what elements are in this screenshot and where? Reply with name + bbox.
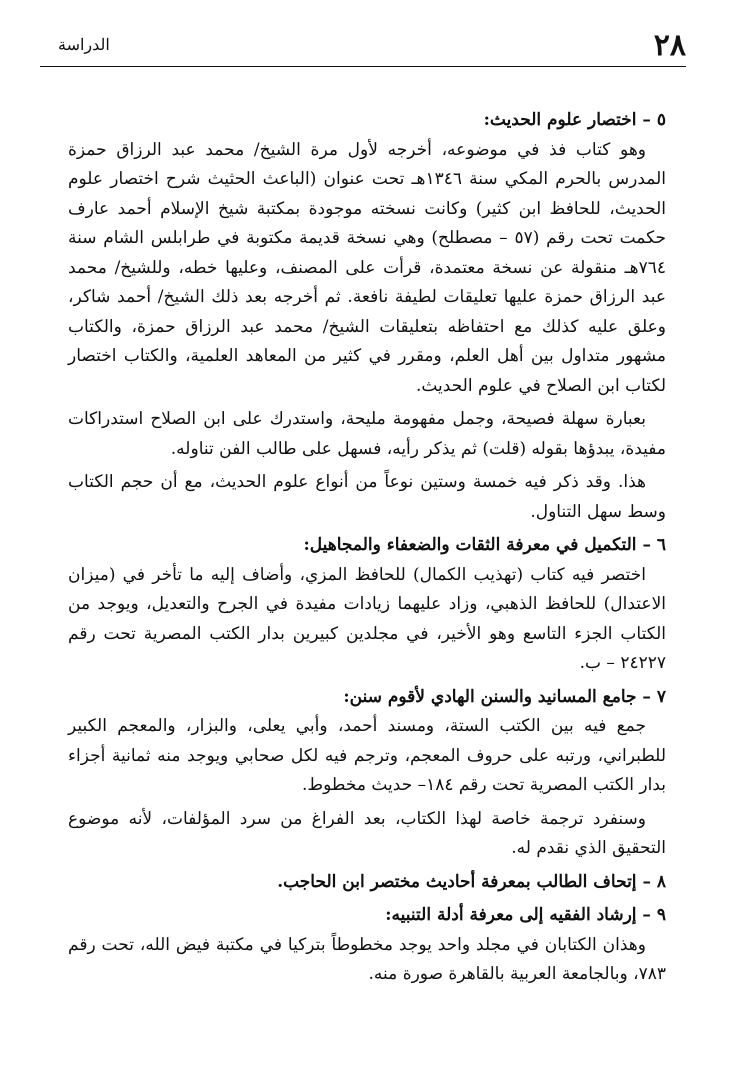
item-6-paragraph: اختصر فيه كتاب (تهذيب الكمال) للحافظ المزي، وأضاف إليه ما تأخر في (ميزان الاعتدال) للحافظ الذهبي، وزاد عليهما زيادات مفيدة في الجرح والتعديل، ويوجد من الكتاب الجزء التاسع وهو الأخير، في مجلدين كبيرين بدار الكتب المصرية تحت رقم ٢٤٢٢٧ – ب.: [68, 564, 666, 673]
item-9-heading: ٩ – إرشاد الفقيه إلى معرفة أدلة التنبيه:: [385, 905, 666, 925]
item-8-heading: ٨ – إتحاف الطالب بمعرفة أحاديث مختصر ابن الحاجب.: [277, 871, 666, 892]
item-5-heading: ٥ – اختصار علوم الحديث:: [483, 110, 666, 130]
header-divider: [40, 66, 686, 67]
running-title: الدراسة: [58, 35, 110, 54]
page-number: ٢٨: [653, 28, 686, 63]
item-7-paragraph: جمع فيه بين الكتب الستة، ومسند أحمد، وأبي يعلى، والبزار، والمعجم الكبير للطبراني، ورتبه على حروف المعجم، وترجم فيه لكل صحابي ويوجد منه ثمانية أجزاء بدار الكتب المصرية تحت رقم ١٨٤– حديث مخطوط.: [68, 716, 666, 795]
item-7-heading: ٧ – جامع المسانيد والسنن الهادي لأقوم سنن:: [343, 686, 666, 707]
item-5-paragraph: هذا. وقد ذكر فيه خمسة وستين نوعاً من أنواع علوم الحديث، مع أن حجم الكتاب وسط سهل التناول.: [68, 472, 666, 522]
item-5-paragraph: بعبارة سهلة فصيحة، وجمل مفهومة مليحة، واستدرك على ابن الصلاح استدراكات مفيدة، يبدؤها بقوله (قلت) ثم يذكر رأيه، فسهل على طالب الفن تناوله.: [68, 409, 666, 459]
item-6-heading: ٦ – التكميل في معرفة الثقات والضعفاء والمجاهيل:: [303, 535, 666, 555]
item-9-paragraph: وهذان الكتابان في مجلد واحد يوجد مخطوطاً بتركيا في مكتبة فيض الله، تحت رقم ٧٨٣، وبالجامعة العربية بالقاهرة صورة منه.: [68, 934, 666, 984]
page-body: [68, 106, 666, 990]
page-header: [40, 28, 686, 64]
item-7-paragraph: وسنفرد ترجمة خاصة لهذا الكتاب، بعد الفراغ من سرد المؤلفات، لأنه موضوع التحقيق الذي نقدم له.: [68, 808, 666, 858]
item-5-paragraph: وهو كتاب فذ في موضوعه، أخرجه لأول مرة الشيخ/ محمد عبد الرزاق حمزة المدرس بالحرم المكي سنة ١٣٤٦هـ تحت عنوان (الباعث الحثيث شرح اختصار علوم الحديث، للحافظ ابن كثير) وكانت نسخته موجودة بمكتبة شيخ الإسلام أحمد عارف حكمت تحت رقم (٥٧ – مصطلح) وهي نسخة قديمة مكتوبة في طرابلس الشام سنة ٧٦٤هـ منقولة عن نسخة معتمدة، قرأت على المصنف، وعليها خطه، وللشيخ/ محمد عبد الرزاق حمزة عليها تعليقات لطيفة نافعة. ثم أخرجه بعد ذلك الشيخ/ أحمد شاكر، وعلق عليه كذلك مع احتفاظه بتعليقات الشيخ/ محمد عبد الرزاق حمزة، والكتاب مشهور متداول بين أهل العلم، ومقرر في كثير من المعاهد العلمية، والكتاب اختصار لكتاب ابن الصلاح في علوم الحديث.: [68, 139, 667, 396]
